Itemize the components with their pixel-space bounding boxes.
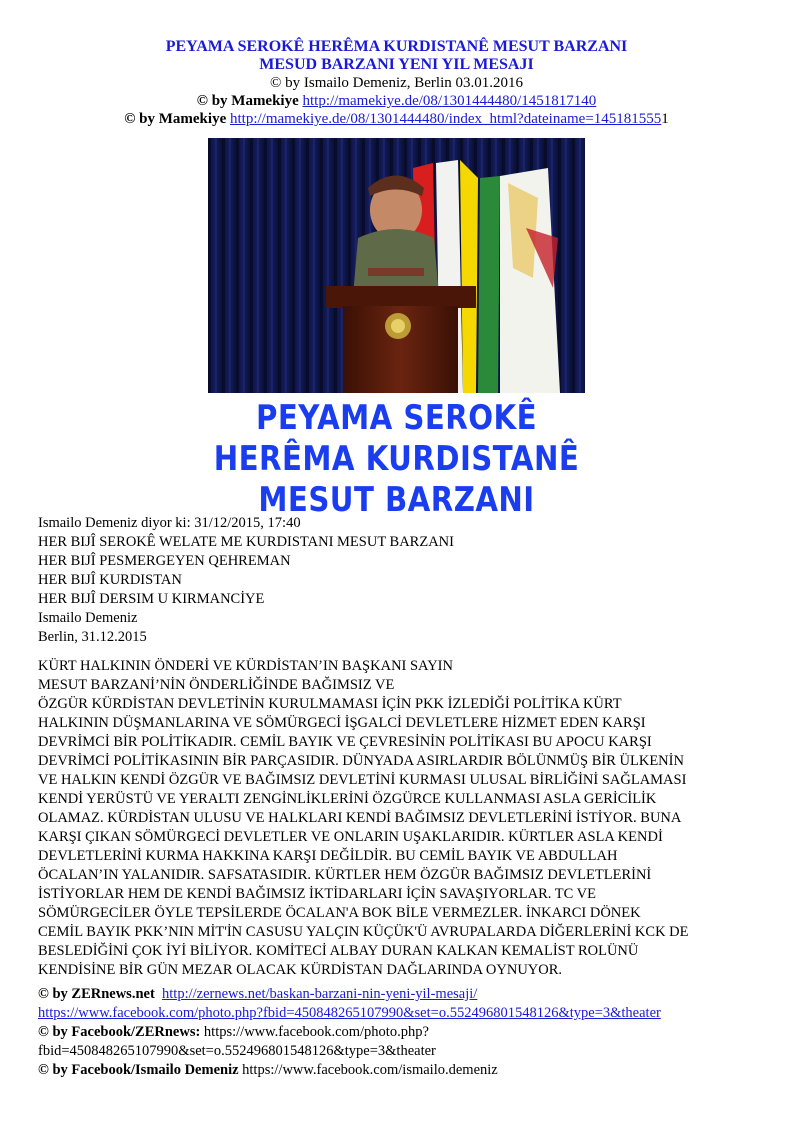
intro-block [38, 514, 768, 647]
references [38, 985, 768, 1080]
body-line: KENDİ YERÜSTÜ VE YERALTI ZENGİNLİKLERİNİ ÖZGÜRCE KULLANMASI ASLA GERİCİLİK [38, 791, 657, 807]
body-line: SÖMÜRGECİLER ÖYLE TEPSİLERDE ÖCALAN'A BOK BİLE VERMEZLER. İNKARCI DÖNEK [38, 905, 641, 921]
ref-facebook-ismailo-label: © by Facebook/Ismailo Demeniz [38, 1062, 239, 1078]
body-line: DEVRİMCİ POLİTİKASININ BİR PARÇASIDIR. DÜNYADA ASIRLARDIR BÖLÜNMÜŞ BİR ÜLKENİN [38, 753, 684, 769]
document-title-line2: MESUD BARZANI YENI YIL MESAJI [259, 56, 534, 73]
source-ref-2-suffix: 1 [661, 111, 669, 127]
intro-line: Ismailo Demeniz diyor ki: 31/12/2015, 17:40 [38, 515, 301, 531]
body-line: ÖCALAN’IN YALANIDIR. SAFSATASIDIR. KÜRTLER HEM ÖZGÜR BAĞIMSIZ DEVLETLERİNİ [38, 867, 652, 883]
ref-zernews [38, 985, 768, 1004]
featured-title-line1: PEYAMA SEROKÊ [256, 398, 537, 438]
document-title-line1: PEYAMA SEROKÊ HERÊMA KURDISTANÊ MESUT BARZANI [165, 38, 628, 55]
ref-facebook-photo [38, 1004, 768, 1023]
ref-facebook-photo-link[interactable]: https://www.facebook.com/photo.php?fbid=450848265107990&set=o.552496801548126&type=3&theater [38, 1005, 661, 1021]
featured-title-line3: MESUT BARZANI [258, 480, 535, 520]
intro-line: Ismailo Demeniz [38, 610, 138, 626]
intro-line: HER BIJÎ SEROKÊ WELATE ME KURDISTANI MESUT BARZANI [38, 534, 454, 550]
speaker-photo-image [208, 138, 585, 393]
body-line: DEVRİMCİ BİR POLİTİKADIR. CEMİL BAYIK VE ÇEVRESİNİN POLİTİKASI BU APOCU KARŞI [38, 734, 652, 750]
byline: © by Ismailo Demeniz, Berlin 03.01.2016 [269, 75, 524, 91]
body-line: OLAMAZ. KÜRDİSTAN ULUSU VE HALKLARI KENDİ BAĞIMSIZ DEVLETLERİNİ İSTİYOR. BUNA [38, 810, 682, 826]
ref-facebook-zernews-url-2[interactable]: fbid=450848265107990&set=o.552496801548126&type=3&theater [38, 1043, 436, 1059]
source-ref-1-label: © by Mamekiye [196, 93, 299, 109]
article-body [38, 657, 763, 980]
source-ref-2 [0, 110, 793, 128]
intro-line: HER BIJÎ PESMERGEYEN QEHREMAN [38, 553, 291, 569]
ref-zernews-label: © by ZERnews.net [38, 986, 155, 1002]
body-line: BESLEDİĞİNİ ÇOK İYİ BİLİYOR. KOMİTECİ ALBAY DURAN KALKAN KEMALİST ROLÜNÜ [38, 943, 639, 959]
featured-title [56, 398, 738, 521]
ref-zernews-link[interactable]: http://zernews.net/baskan-barzani-nin-yeni-yil-mesaji/ [162, 986, 478, 1002]
intro-line: HER BIJÎ KURDISTAN [38, 572, 182, 588]
body-line: CEMİL BAYIK PKK’NIN MİT'İN CASUSU YALÇIN KÜÇÜK'Ü AVRUPALARDA DİĞERLERİNİ KCK DE [38, 924, 689, 940]
speaker-photo [208, 138, 585, 393]
ref-facebook-ismailo [38, 1061, 768, 1080]
body-line: İSTİYORLAR HEM DE KENDİ BAĞIMSIZ İKTİDARLARI İÇİN SAVAŞIYORLAR. TC VE [38, 886, 596, 902]
body-line: VE HALKIN KENDİ ÖZGÜR VE BAĞIMSIZ DEVLETİNİ KURMASI ULUSAL BİRLİĞİNİ SAĞLAMASI [38, 772, 687, 788]
body-line: KENDİSİNE BİR GÜN MEZAR OLACAK KÜRDİSTAN DAĞLARINDA OYNUYOR. [38, 962, 563, 978]
body-line: ÖZGÜR KÜRDİSTAN DEVLETİNİN KURULMAMASI İÇİN PKK İZLEDİĞİ POLİTİKA KÜRT [38, 696, 622, 712]
ref-facebook-zernews-cont [38, 1042, 768, 1061]
intro-line: Berlin, 31.12.2015 [38, 629, 147, 645]
body-line: KARŞI ÇIKAN SÖMÜRGECİ DEVLETLER VE ONLARIN UŞAKLARIDIR. KÜRTLER ASLA KENDİ [38, 829, 663, 845]
source-ref-1 [0, 92, 793, 110]
source-ref-1-link[interactable]: http://mamekiye.de/08/1301444480/1451817140 [302, 93, 597, 109]
ref-facebook-zernews [38, 1023, 768, 1042]
body-line: KÜRT HALKININ ÖNDERİ VE KÜRDİSTAN’IN BAŞKANI SAYIN [38, 658, 453, 674]
source-ref-2-link[interactable]: http://mamekiye.de/08/1301444480/index_html?dateiname=145181555 [229, 111, 662, 127]
featured-title-line2: HERÊMA KURDISTANÊ [213, 439, 580, 479]
intro-line: HER BIJÎ DERSIM U KIRMANCİYE [38, 591, 265, 607]
body-line: MESUT BARZANİ’NİN ÖNDERLİĞİNDE BAĞIMSIZ VE [38, 677, 395, 693]
ref-facebook-zernews-url-1[interactable]: https://www.facebook.com/photo.php? [203, 1024, 429, 1040]
body-line: HALKININ DÜŞMANLARINA VE SÖMÜRGECİ İŞGALCİ DEVLETLERE HİZMET EDEN KARŞI [38, 715, 646, 731]
ref-facebook-zernews-label: © by Facebook/ZERnews: [38, 1024, 201, 1040]
document-header [0, 38, 793, 128]
ref-facebook-ismailo-url[interactable]: https://www.facebook.com/ismailo.demeniz [242, 1062, 498, 1078]
body-line: DEVLETLERİNİ KURMA HAKKINA KARŞI DEĞİLDİR. BU CEMİL BAYIK VE ABDULLAH [38, 848, 618, 864]
source-ref-2-label: © by Mamekiye [124, 111, 227, 127]
